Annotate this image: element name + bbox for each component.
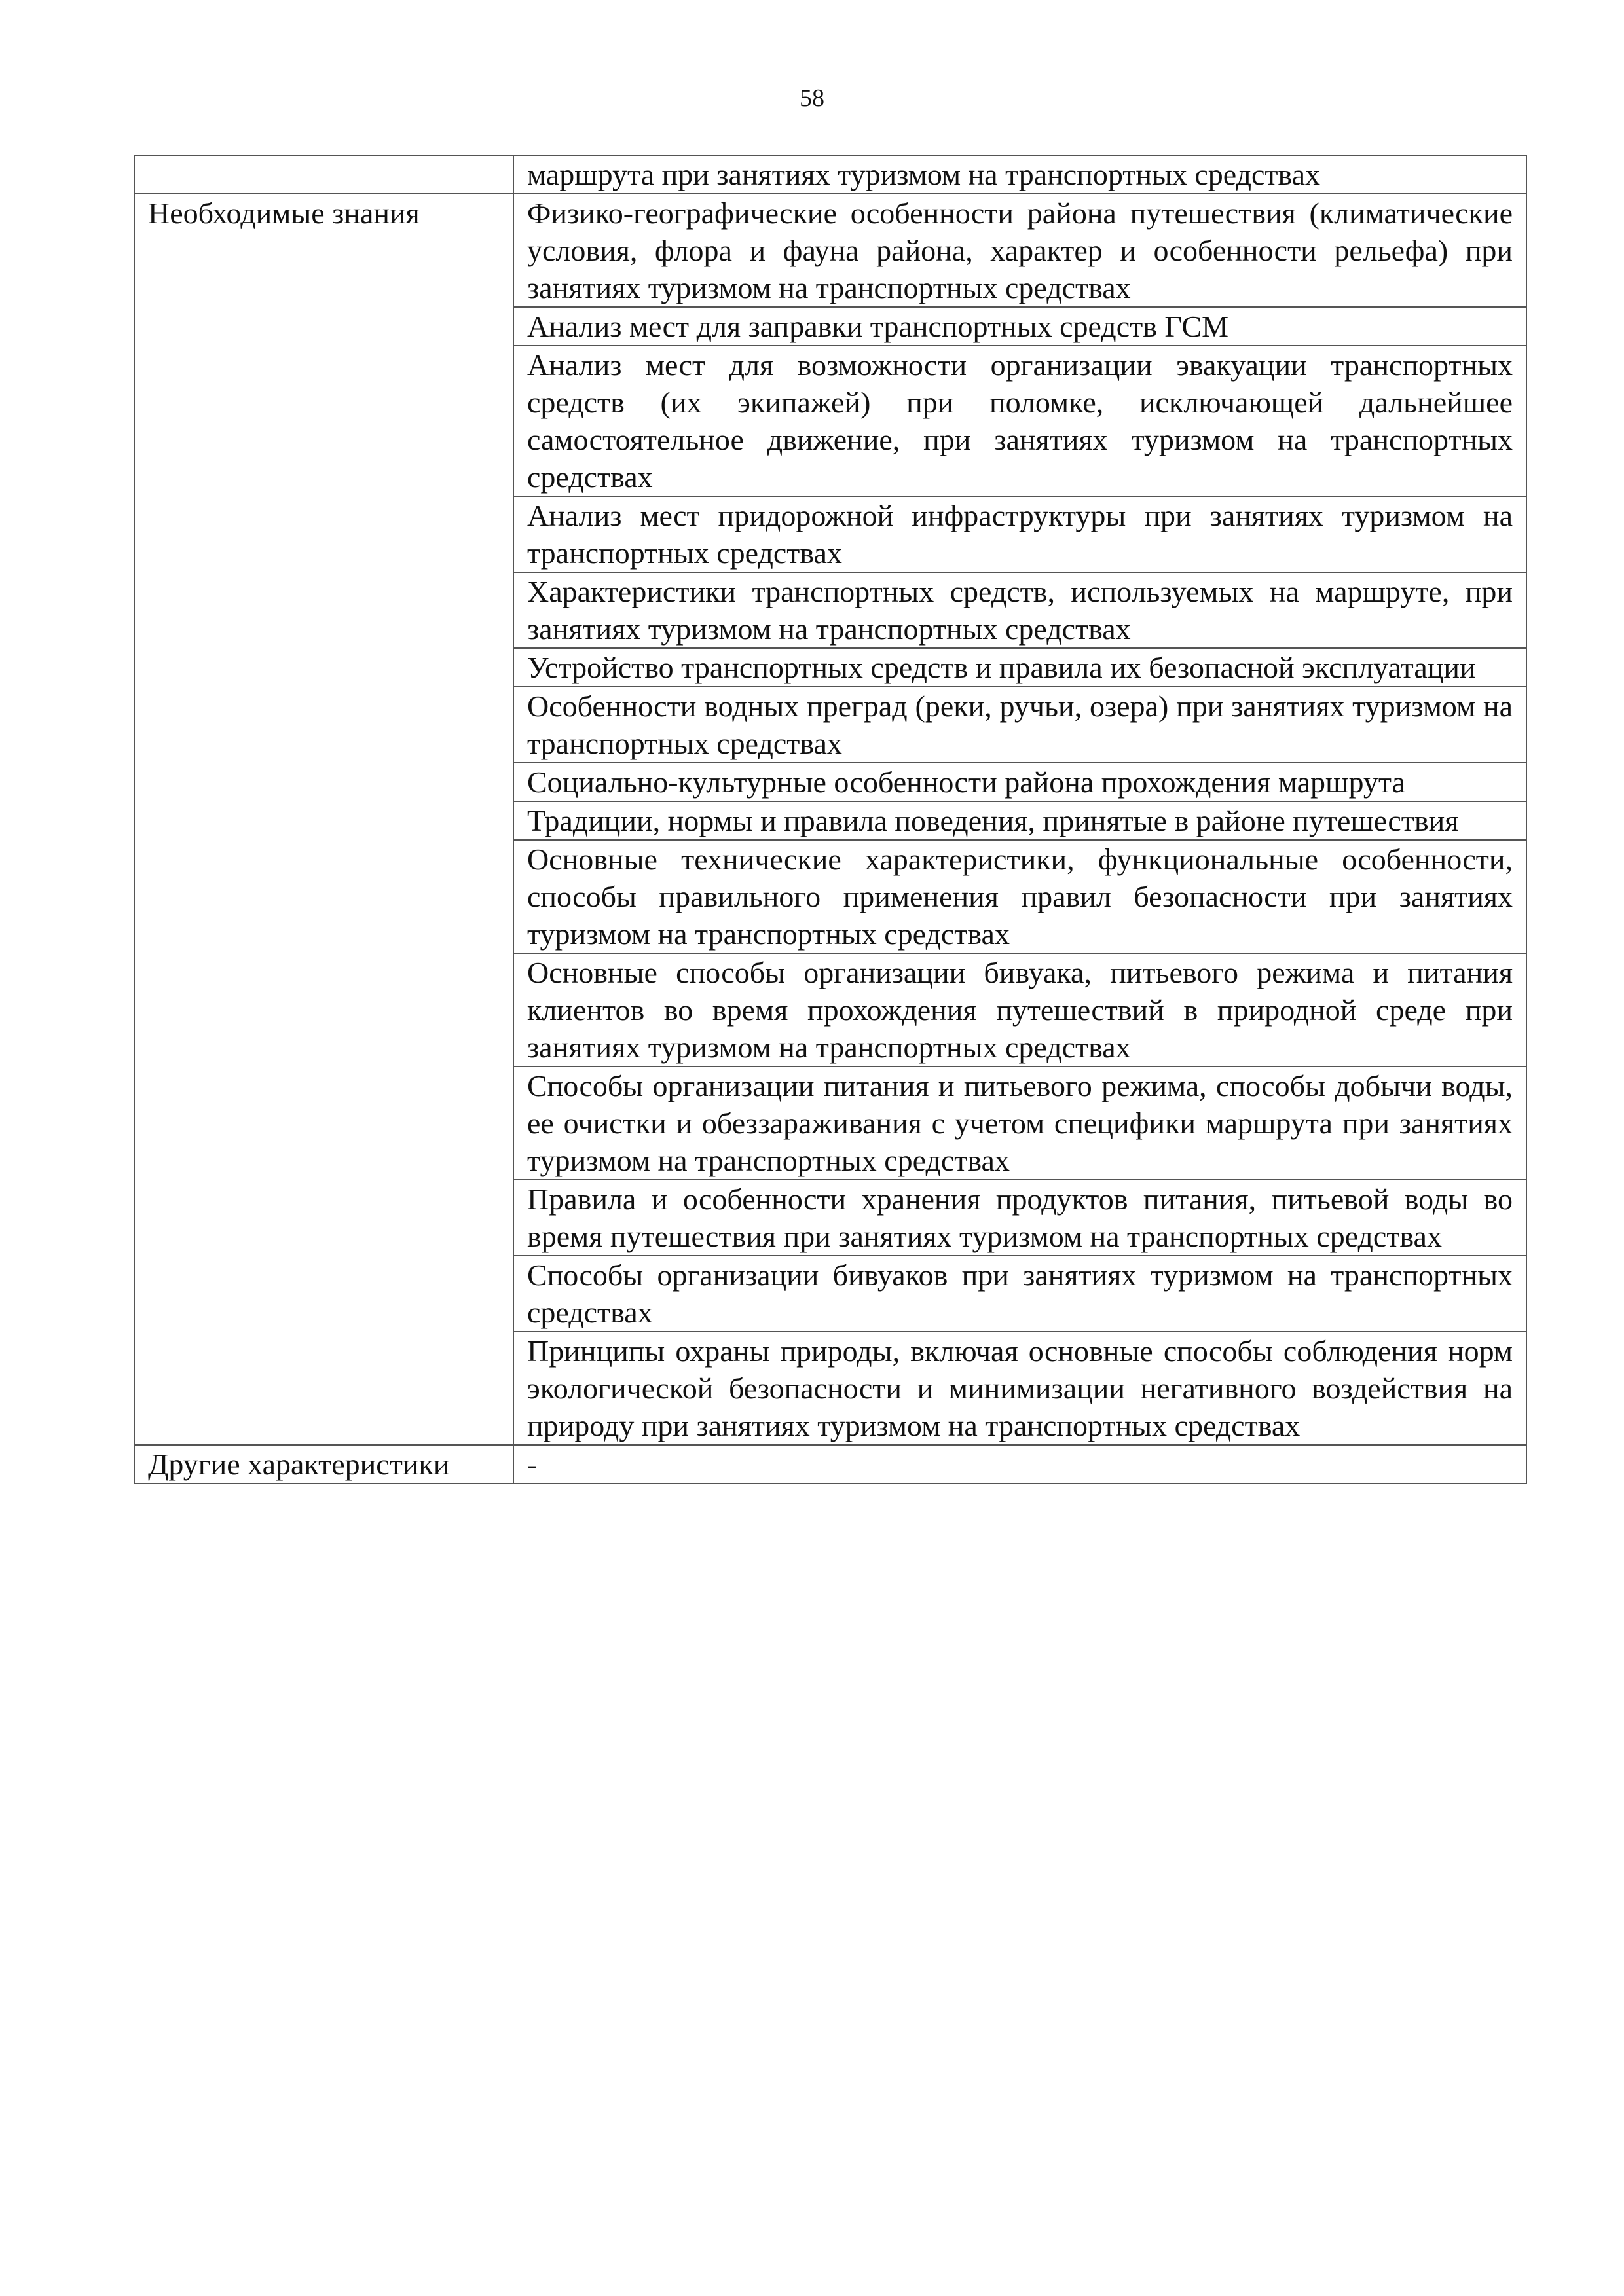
table-row-other (134, 1445, 1526, 1484)
knowledge-item: Характеристики транспортных средств, используемых на маршруте, при занятиях туризмом на транспортных средствах (513, 572, 1526, 648)
knowledge-item: Анализ мест для возможности организации эвакуации транспортных средств (их экипажей) при поломке, исключающей дальнейшее самостоятельное движение, при занятиях туризмом на транспортных средствах (513, 346, 1526, 496)
knowledge-item: Анализ мест придорожной инфраструктуры при занятиях туризмом на транспортных средствах (513, 496, 1526, 572)
other-label-cell: Другие характеристики (134, 1445, 513, 1484)
table-row-continuation (134, 155, 1526, 194)
knowledge-item: Способы организации питания и питьевого режима, способы добычи воды, ее очистки и обеззараживания с учетом специфики маршрута при занятиях туризмом на транспортных средствах (513, 1066, 1526, 1180)
requirements-table (134, 155, 1527, 1484)
knowledge-label-cell: Необходимые знания (134, 194, 513, 1445)
knowledge-item: Физико-географические особенности района путешествия (климатические условия, флора и фауна района, характер и особенности рельефа) при занятиях туризмом на транспортных средствах (513, 194, 1526, 307)
page-number: 58 (800, 84, 824, 112)
knowledge-item: Способы организации бивуаков при занятиях туризмом на транспортных средствах (513, 1256, 1526, 1332)
knowledge-item: Традиции, нормы и правила поведения, принятые в районе путешествия (513, 801, 1526, 840)
empty-label-cell (134, 155, 513, 194)
other-value-cell: - (513, 1445, 1526, 1484)
knowledge-item: Социально-культурные особенности района прохождения маршрута (513, 763, 1526, 801)
knowledge-item: Анализ мест для заправки транспортных средств ГСМ (513, 307, 1526, 346)
knowledge-item: Устройство транспортных средств и правила их безопасной эксплуатации (513, 648, 1526, 687)
table-row (134, 194, 1526, 307)
knowledge-item: Принципы охраны природы, включая основные способы соблюдения норм экологической безопасности и минимизации негативного воздействия на природу при занятиях туризмом на транспортных средствах (513, 1332, 1526, 1445)
knowledge-item: Особенности водных преград (реки, ручьи, озера) при занятиях туризмом на транспортных средствах (513, 687, 1526, 763)
knowledge-item: Основные технические характеристики, функциональные особенности, способы правильного применения правил безопасности при занятиях туризмом на транспортных средствах (513, 840, 1526, 953)
knowledge-item: Основные способы организации бивуака, питьевого режима и питания клиентов во время прохождения путешествий в природной среде при занятиях туризмом на транспортных средствах (513, 953, 1526, 1066)
knowledge-item: Правила и особенности хранения продуктов питания, питьевой воды во время путешествия при занятиях туризмом на транспортных средствах (513, 1180, 1526, 1256)
continuation-cell: маршрута при занятиях туризмом на транспортных средствах (513, 155, 1526, 194)
